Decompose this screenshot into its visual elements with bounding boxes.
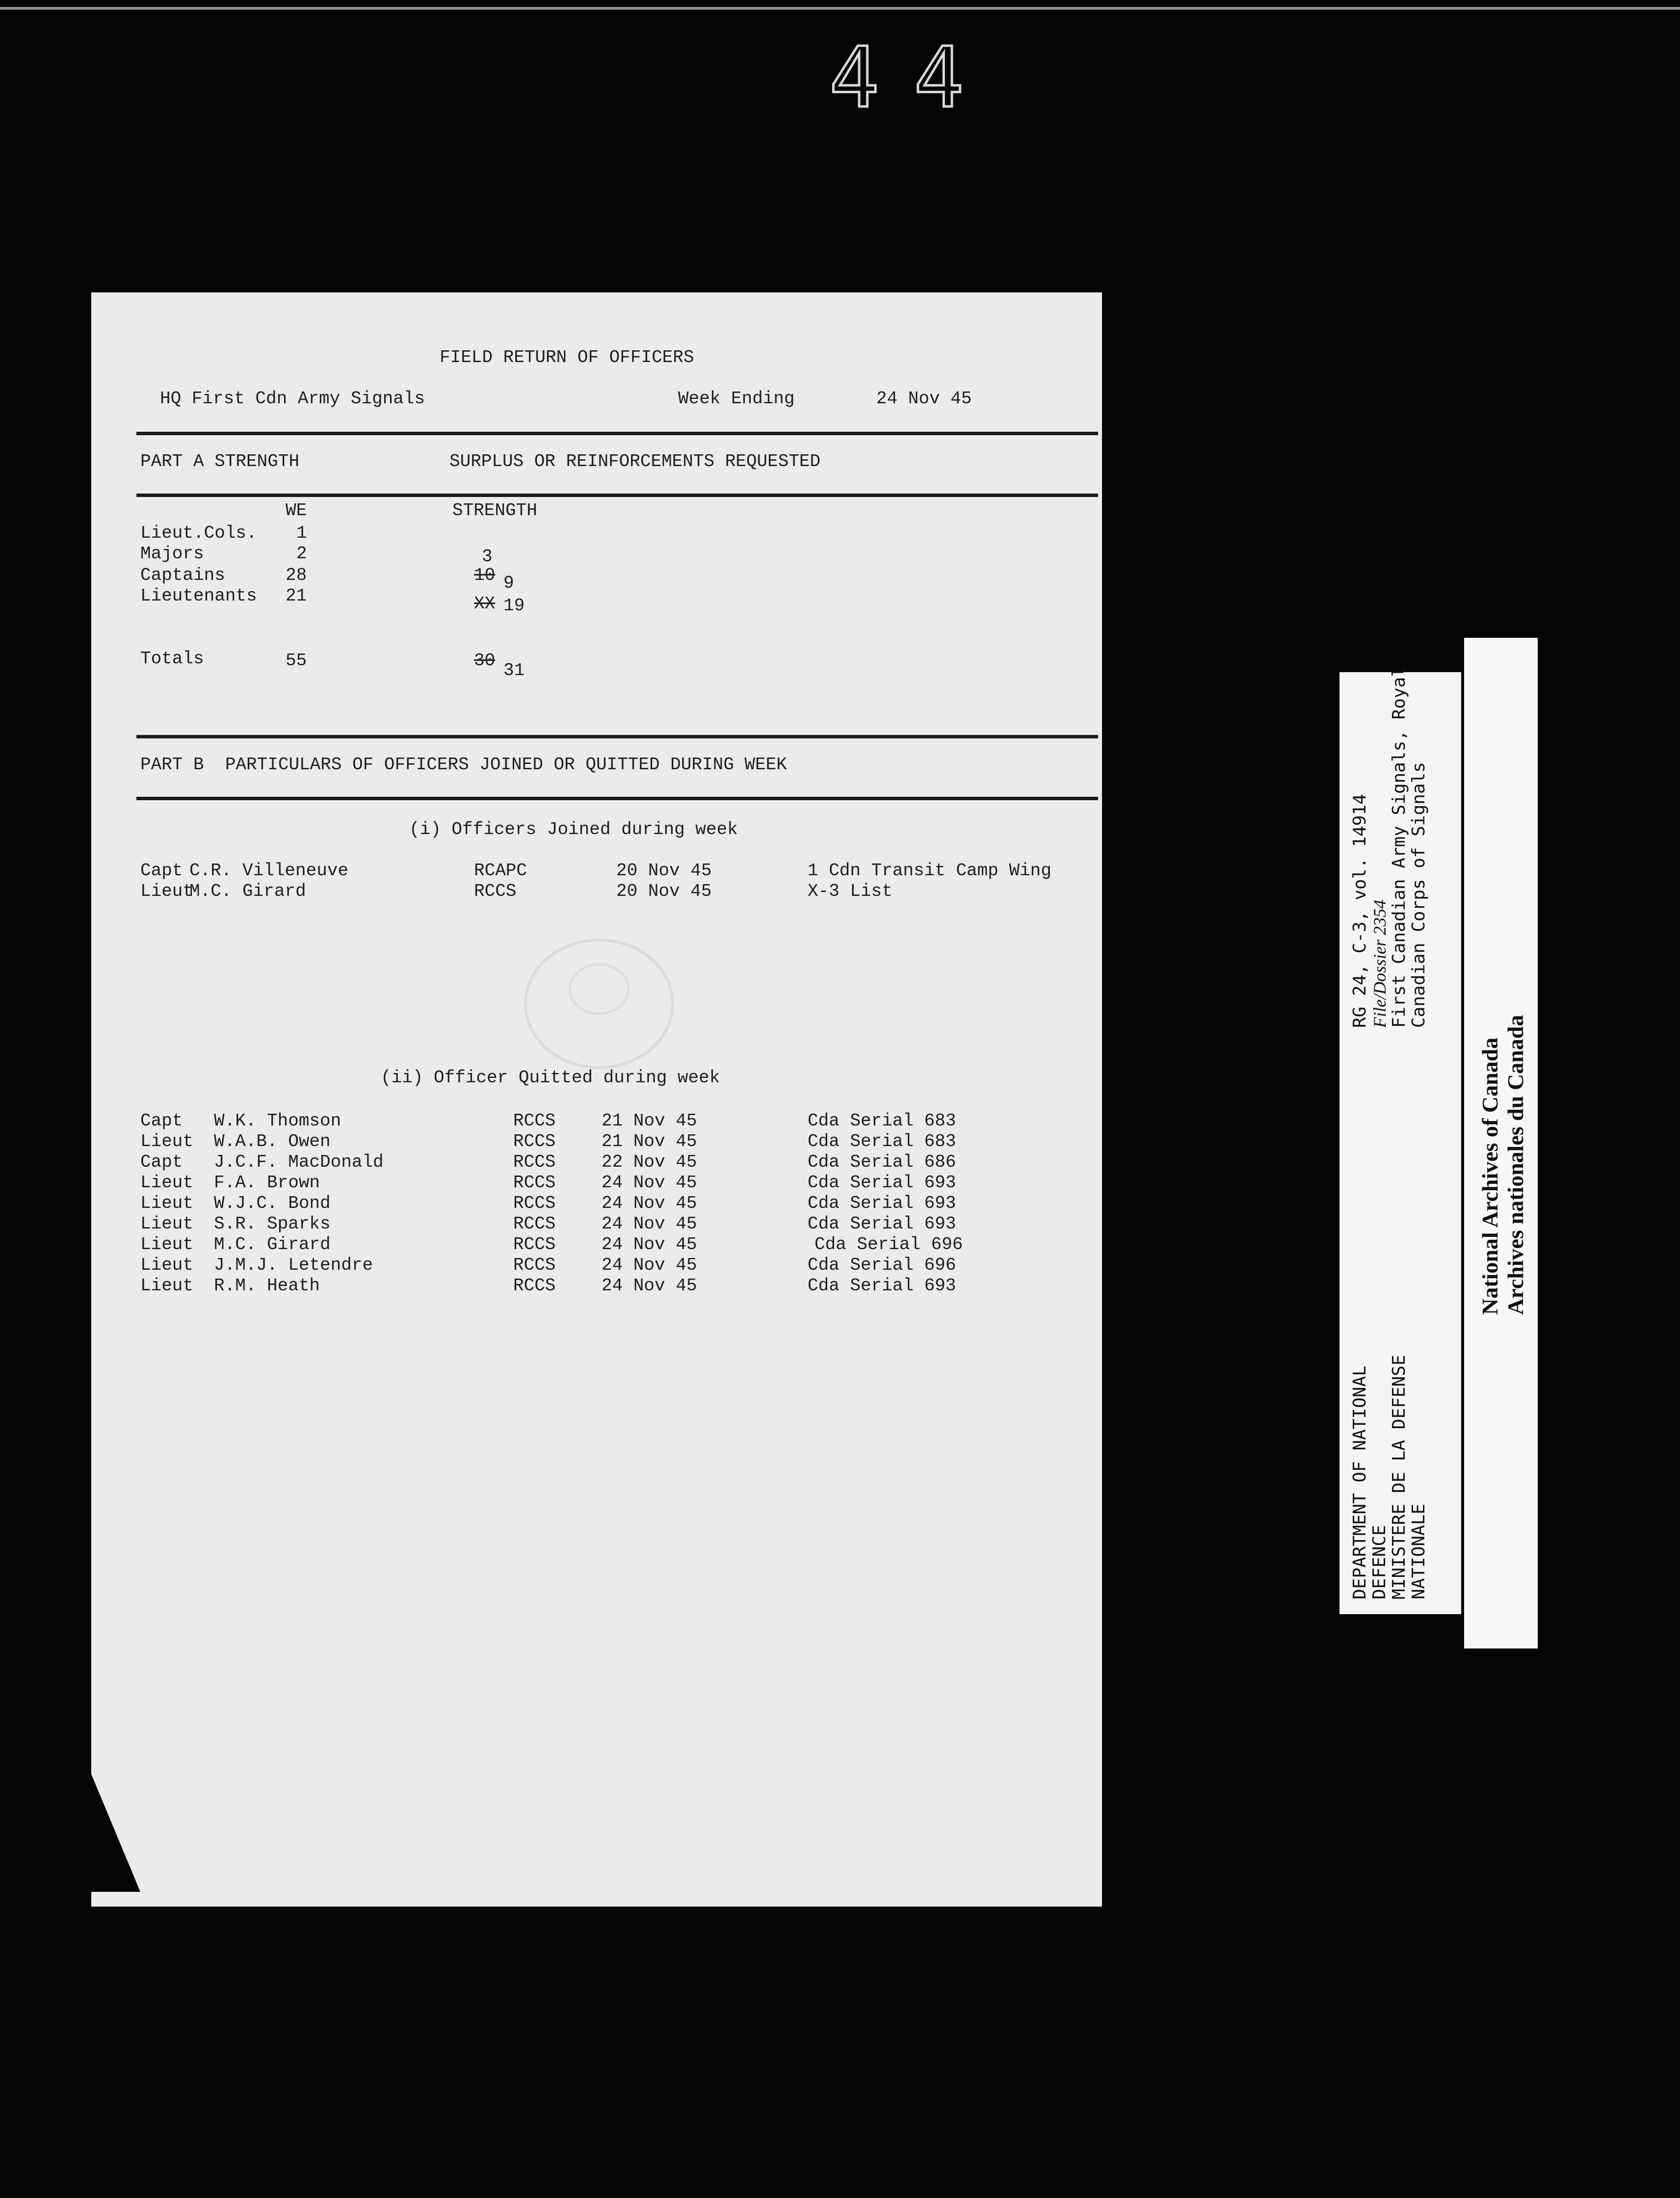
joined-name: C.R. Villeneuve (189, 861, 349, 881)
joined-date: 20 Nov 45 (616, 861, 712, 881)
rank-label: Lieut.Cols. (140, 523, 257, 543)
quitted-date: 24 Nov 45 (602, 1193, 697, 1213)
quitted-destination: Cda Serial 693 (808, 1173, 956, 1193)
nac-line-1: National Archives of Canada (1477, 1037, 1502, 1315)
national-archives-label (1464, 638, 1538, 1648)
unit-name: HQ First Cdn Army Signals (160, 389, 425, 409)
divider (136, 735, 1098, 738)
quitted-name: J.C.F. MacDonald (214, 1152, 384, 1172)
quitted-corps: RCCS (513, 1173, 556, 1193)
form-title: FIELD RETURN OF OFFICERS (440, 347, 694, 367)
quitted-rank: Lieut (140, 1193, 194, 1213)
totals-strength: 31 (503, 660, 525, 680)
quitted-date: 24 Nov 45 (602, 1234, 697, 1255)
struck-totals-strength: 30 (474, 651, 496, 671)
quitted-rank: Capt (140, 1111, 183, 1131)
quitted-destination: Cda Serial 693 (808, 1214, 956, 1234)
quitted-name: W.A.B. Owen (214, 1131, 331, 1151)
quitted-rank: Lieut (140, 1255, 194, 1275)
joined-from: X-3 List (808, 881, 892, 901)
strength-value: 3 (482, 547, 493, 567)
week-ending-value: 24 Nov 45 (876, 389, 972, 409)
struck-strength-value: 10 (474, 565, 496, 585)
archive-page-number: 44 (829, 29, 998, 127)
quitted-date: 24 Nov 45 (602, 1173, 697, 1193)
col-strength-header: STRENGTH (452, 500, 537, 521)
quitted-rank: Lieut (140, 1131, 194, 1151)
quitted-name: W.J.C. Bond (214, 1193, 331, 1213)
we-value: 21 (286, 586, 307, 606)
quitted-corps: RCCS (513, 1214, 556, 1234)
quitted-corps: RCCS (513, 1131, 556, 1151)
quitted-date: 22 Nov 45 (602, 1152, 697, 1172)
quitted-rank: Lieut (140, 1173, 194, 1193)
strength-value: 19 (503, 596, 525, 616)
ref-line-1: RG 24, C-3, vol. 14914 (1350, 794, 1370, 1028)
rank-label: Majors (140, 544, 204, 564)
we-value: 28 (286, 565, 307, 585)
quitted-destination: Cda Serial 696 (814, 1234, 963, 1255)
nac-line-2: Archives nationales du Canada (1503, 1015, 1528, 1315)
document-sheet (91, 292, 1102, 1907)
quitted-name: M.C. Girard (214, 1234, 331, 1255)
joined-rank: Lieut (140, 881, 194, 901)
week-ending-label: Week Ending (678, 389, 795, 409)
quitted-name: J.M.J. Letendre (214, 1255, 373, 1275)
joined-from: 1 Cdn Transit Camp Wing (808, 861, 1051, 881)
quitted-rank: Lieut (140, 1234, 194, 1255)
quitted-destination: Cda Serial 693 (808, 1193, 956, 1213)
quitted-corps: RCCS (513, 1111, 556, 1131)
struck-strength-value: XX (474, 594, 496, 614)
divider (136, 432, 1098, 435)
totals-label: Totals (140, 649, 204, 669)
quitted-date: 24 Nov 45 (602, 1276, 697, 1296)
joined-rank: Capt (140, 861, 183, 881)
quitted-heading: (ii) Officer Quitted during week (381, 1068, 720, 1088)
quitted-corps: RCCS (513, 1255, 556, 1275)
quitted-destination: Cda Serial 686 (808, 1152, 956, 1172)
divider (136, 494, 1098, 497)
ref-line-3: First Canadian Army Signals, Royal (1389, 666, 1409, 1028)
joined-heading: (i) Officers Joined during week (409, 819, 738, 839)
quitted-rank: Lieut (140, 1214, 194, 1234)
dept-line-2: DEFENCE (1369, 1525, 1390, 1599)
quitted-date: 24 Nov 45 (602, 1255, 697, 1275)
ref-line-2: File/Dossier 2354 (1370, 900, 1390, 1028)
dept-line-3: MINISTERE DE LA DEFENSE (1389, 1355, 1409, 1599)
joined-corps: RCAPC (474, 861, 527, 881)
quitted-rank: Lieut (140, 1276, 194, 1296)
surplus-label: SURPLUS OR REINFORCEMENTS REQUESTED (449, 451, 821, 471)
quitted-name: F.A. Brown (214, 1173, 320, 1193)
col-we-header: WE (286, 500, 307, 521)
dept-line-4: NATIONALE (1409, 1503, 1429, 1599)
joined-name: M.C. Girard (189, 881, 306, 901)
quitted-destination: Cda Serial 693 (808, 1276, 956, 1296)
we-value: 1 (296, 523, 307, 543)
quitted-date: 24 Nov 45 (602, 1214, 697, 1234)
quitted-corps: RCCS (513, 1234, 556, 1255)
quitted-date: 21 Nov 45 (602, 1131, 697, 1151)
joined-corps: RCCS (474, 881, 517, 901)
quitted-name: R.M. Heath (214, 1276, 320, 1296)
joined-date: 20 Nov 45 (616, 881, 712, 901)
archive-reference-label (1339, 666, 1461, 1614)
dept-line-1: DEPARTMENT OF NATIONAL (1350, 1365, 1370, 1599)
part-b-label: PART B PARTICULARS OF OFFICERS JOINED OR QUITTED DURING WEEK (140, 755, 787, 775)
faded-stamp-mark (518, 930, 680, 1077)
part-a-label: PART A STRENGTH (140, 451, 300, 471)
rank-label: Captains (140, 565, 225, 585)
quitted-destination: Cda Serial 683 (808, 1111, 956, 1131)
totals-we: 55 (286, 651, 307, 671)
scan-top-border (0, 7, 1680, 10)
strength-value: 9 (503, 573, 514, 593)
quitted-destination: Cda Serial 696 (808, 1255, 956, 1275)
quitted-destination: Cda Serial 683 (808, 1131, 956, 1151)
divider (136, 797, 1098, 800)
quitted-name: S.R. Sparks (214, 1214, 331, 1234)
folded-corner (91, 1774, 140, 1892)
quitted-name: W.K. Thomson (214, 1111, 341, 1131)
quitted-rank: Capt (140, 1152, 183, 1172)
rank-label: Lieutenants (140, 586, 257, 606)
quitted-corps: RCCS (513, 1152, 556, 1172)
ref-line-4: Canadian Corps of Signals (1409, 762, 1429, 1028)
quitted-date: 21 Nov 45 (602, 1111, 697, 1131)
quitted-corps: RCCS (513, 1193, 556, 1213)
we-value: 2 (296, 544, 307, 564)
quitted-corps: RCCS (513, 1276, 556, 1296)
